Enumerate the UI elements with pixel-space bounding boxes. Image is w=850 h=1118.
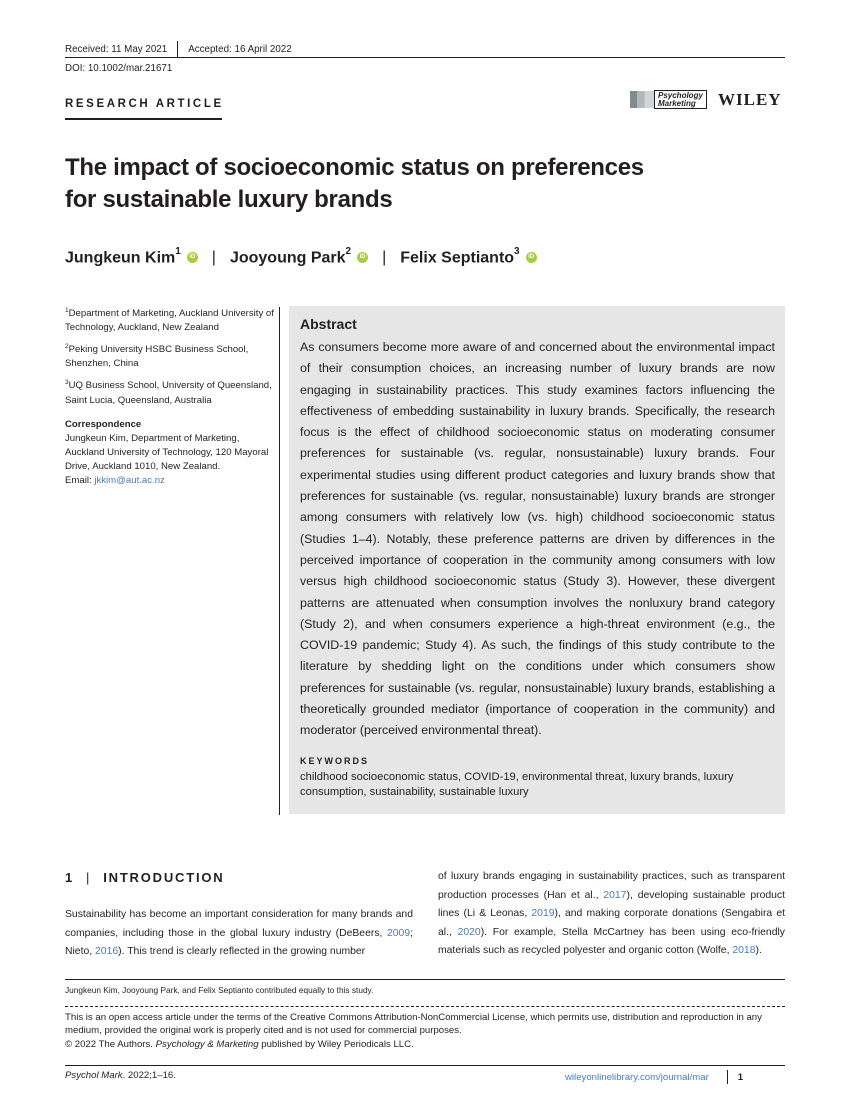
copyright-journal: Psychology & Marketing — [155, 1038, 259, 1050]
citation-link[interactable]: 2020 — [457, 926, 481, 938]
affiliation — [65, 304, 275, 335]
license-note — [65, 1011, 787, 1051]
citation-link[interactable]: 2019 — [531, 908, 555, 919]
citation-link[interactable]: 2009 — [386, 927, 411, 939]
author — [65, 248, 181, 267]
citation-journal: Psychol Mark — [65, 1070, 123, 1081]
header-rule — [65, 57, 785, 58]
received-date: Received: 11 May 2021 — [65, 43, 168, 55]
article-type: RESEARCH ARTICLE — [65, 98, 224, 110]
section-separator: | — [86, 870, 92, 885]
correspondence-text: Jungkeun Kim, Department of Marketing, Auckland University of Technology, 120 Mayoral Drive, Auckland 1010, New Zealand. — [65, 432, 269, 472]
body-text: ). For example, Stella McCartney has been using eco-friendly materials such as recycled polyester and organic cotton (Wolfe, — [438, 926, 785, 956]
copyright-text: published by Wiley Periodicals LLC. — [258, 1038, 414, 1050]
author-affiliation-sup: 2 — [345, 246, 352, 257]
abstract-heading: Abstract — [300, 316, 357, 332]
article-type-underline — [65, 118, 222, 120]
author — [230, 248, 351, 267]
email-label: Email: — [65, 474, 92, 486]
citation-link[interactable]: 2018 — [732, 945, 756, 956]
footer-rule — [65, 1065, 785, 1066]
body-text: ), developing sustainable product lines (Li & Leonas, — [438, 889, 785, 919]
page-number: 1 — [737, 1071, 744, 1083]
section-title: INTRODUCTION — [103, 870, 225, 885]
body-column-1 — [65, 906, 413, 962]
journal-logo-text — [654, 90, 707, 109]
license-rule — [65, 1006, 785, 1007]
contribution-note: Jungkeun Kim, Jooyoung Park, and Felix Septianto contributed equally to this study. — [65, 985, 374, 995]
orcid-icon[interactable]: iD — [357, 252, 368, 263]
article-title — [65, 152, 765, 216]
affiliation — [65, 340, 275, 371]
citation-link[interactable]: 2017 — [603, 889, 627, 901]
journal-logo-line2: Marketing — [658, 98, 696, 108]
author-name: Jooyoung Park — [229, 249, 346, 267]
journal-logo-line1: Psychology — [658, 90, 703, 100]
copyright-line — [65, 1038, 787, 1051]
journal-url-link[interactable]: wileyonlinelibrary.com/journal/mar — [565, 1071, 709, 1083]
orcid-icon[interactable]: iD — [187, 252, 198, 263]
affiliation-sup: 2 — [65, 343, 69, 351]
abstract-body: As consumers become more aware of and concerned about the environmental impact of their consumption choices, an increasing number of luxury brands are now engaging in sustainability practices. This study examines factors influencing the effectiveness of embedding sustainability in luxury brands. Specifically, the research focus is the effect of childhood socioeconomic status on moderating consumer preferences for sustainable (vs. regular, nonsustainable) luxury brands. Four experimental studies using different product categories and luxury brands show that preferences for sustainable (vs. regular, nonsustainable) luxury brands are stronger among consumers with relatively low (vs. high) childhood socioeconomic status (Studies 1–4). Notably, these preference patterns are driven by differences in the perceived importance of cooperation in the community among consumers with low versus high childhood socioeconomic status (Study 3). However, these divergent patterns are attenuated when consumption involves the nonluxury brand category (Study 2), and when consumers experience a high-threat environment (e.g., the COVID-19 pandemic; Study 4). As such, the findings of this study contribute to the literature by shedding light on the conditions under which consumers show preferences for sustainable (vs. regular, nonsustainable) luxury brands, establishing a theoretically grounded mediator (importance of cooperation in the community) and moderator (perceived environmental threat). — [300, 340, 775, 738]
author-separator: | — [211, 248, 216, 266]
journal-logo — [630, 90, 707, 109]
license-text: This is an open access article under the terms of the Creative Commons Attribution-NonCommercial License, which permits use, distribution and reproduction in any medium, provided the original work is properly cited and is not used for commercial purposes. — [65, 1012, 762, 1037]
footer-right — [565, 1070, 743, 1084]
author-separator: | — [382, 248, 387, 266]
journal-citation — [65, 1070, 176, 1081]
journal-logo-stripe — [630, 91, 654, 108]
body-text: of luxury brands engaging in sustainability practices, such as transparent production processes (Han et al., — [438, 871, 785, 901]
footer-divider — [727, 1070, 728, 1084]
affiliation — [65, 376, 275, 407]
footnote-rule — [65, 979, 785, 980]
affiliation-text: Peking University HSBC Business School, Shenzhen, China — [65, 344, 249, 370]
author — [400, 248, 519, 267]
body-text: ; Nieto, — [65, 927, 413, 957]
body-text: ). This trend is clearly reflected in the growing number — [118, 946, 366, 957]
body-column-2 — [438, 868, 785, 961]
body-text: ). — [755, 945, 762, 956]
abstract-box — [289, 306, 785, 814]
keywords-list: childhood socioeconomic status, COVID-19, environmental threat, luxury brands, luxury consumption, sustainability, sustainable luxury — [300, 770, 734, 798]
title-line-1: The impact of socioeconomic status on preferences — [65, 154, 644, 181]
section-number: 1 — [65, 870, 75, 885]
orcid-icon[interactable]: iD — [526, 252, 537, 263]
affiliation-text: UQ Business School, University of Queensland, Saint Lucia, Queensland, Australia — [65, 380, 272, 406]
body-text: ), and making corporate donations (Sengabira et al., — [438, 908, 785, 938]
author-affiliation-sup: 1 — [175, 246, 181, 257]
copyright-text: © 2022 The Authors. — [65, 1038, 156, 1050]
affiliation-sup: 3 — [65, 379, 69, 387]
doi[interactable]: DOI: 10.1002/mar.21671 — [65, 63, 173, 74]
author-name: Felix Septianto — [400, 249, 515, 267]
date-divider — [177, 41, 178, 57]
keywords-heading: KEYWORDS — [300, 755, 370, 766]
affiliation-sup: 1 — [65, 307, 69, 314]
title-line-2: for sustainable luxury brands — [65, 186, 393, 213]
column-divider — [279, 307, 280, 815]
citation-details: . 2022;1–16. — [122, 1070, 176, 1081]
author-affiliation-sup: 3 — [514, 246, 520, 257]
correspondence-heading: Correspondence — [65, 418, 142, 430]
accepted-date: Accepted: 16 April 2022 — [188, 43, 292, 55]
author-list — [65, 248, 537, 267]
affiliation-text: Department of Marketing, Auckland University of Technology, Auckland, New Zealand — [65, 308, 274, 334]
email-link[interactable]: jkkim@aut.ac.nz — [94, 474, 165, 486]
author-name: Jungkeun Kim — [65, 249, 176, 267]
correspondence-email — [65, 474, 275, 488]
publisher-logo: WILEY — [718, 90, 782, 109]
article-dates — [65, 41, 292, 57]
affiliations-column — [65, 304, 275, 488]
citation-link[interactable]: 2016 — [95, 946, 119, 957]
body-text: Sustainability has become an important consideration for many brands and companies, including those in the global luxury industry (DeBeers, — [65, 909, 413, 939]
section-heading — [65, 870, 224, 885]
